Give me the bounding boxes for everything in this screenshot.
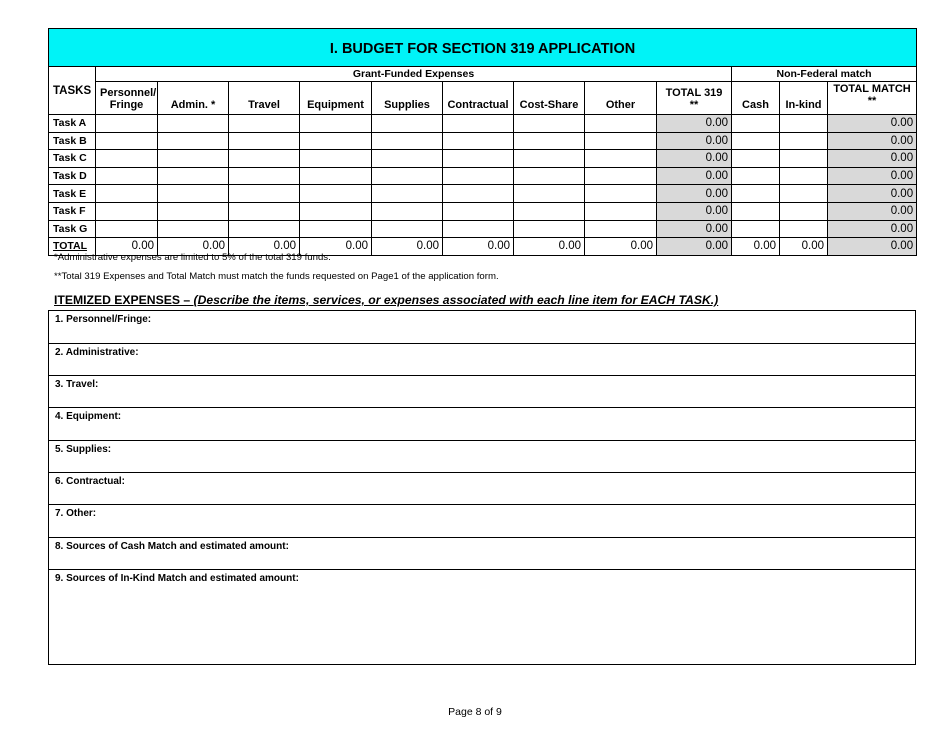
contractual-cell[interactable]: [443, 202, 514, 220]
total-match-cell: 0.00: [828, 185, 917, 203]
col-header-supplies: Supplies: [372, 82, 443, 115]
contractual-cell[interactable]: [443, 220, 514, 238]
itemized-expenses-box: [48, 310, 916, 665]
in-kind-cell[interactable]: [780, 150, 828, 168]
total-match-cell: 0.00: [828, 150, 917, 168]
total-match-cell: 0.00: [828, 132, 917, 150]
total-319-cell: 0.00: [657, 132, 732, 150]
total-total-match: 0.00: [828, 238, 917, 256]
total-supplies: 0.00: [372, 238, 443, 256]
supplies-cell[interactable]: [372, 167, 443, 185]
admin-cell[interactable]: [158, 115, 229, 133]
equipment-cell[interactable]: [300, 167, 372, 185]
travel-cell[interactable]: [229, 115, 300, 133]
admin-cell[interactable]: [158, 132, 229, 150]
other-cell[interactable]: [585, 167, 657, 185]
cost-share-cell[interactable]: [514, 202, 585, 220]
total-travel: 0.00: [229, 238, 300, 256]
group-header-grant-funded: Grant-Funded Expenses: [96, 67, 732, 82]
form-title: I. BUDGET FOR SECTION 319 APPLICATION: [49, 29, 917, 67]
cost-share-cell[interactable]: [514, 220, 585, 238]
total-match-cell: 0.00: [828, 220, 917, 238]
task-row: [49, 185, 917, 203]
admin-cell[interactable]: [158, 167, 229, 185]
itemized-expenses-heading: [54, 293, 718, 307]
cash-cell[interactable]: [732, 185, 780, 203]
contractual-cell[interactable]: [443, 115, 514, 133]
itemized-label: 1. Personnel/Fringe:: [55, 314, 152, 325]
other-cell[interactable]: [585, 132, 657, 150]
cash-cell[interactable]: [732, 202, 780, 220]
itemized-label: 3. Travel:: [55, 379, 99, 390]
supplies-cell[interactable]: [372, 132, 443, 150]
itemized-field-contractual[interactable]: [49, 473, 915, 505]
total-match-cell: 0.00: [828, 115, 917, 133]
supplies-cell[interactable]: [372, 202, 443, 220]
task-label: Task E: [49, 185, 96, 203]
total-319-cell: 0.00: [657, 115, 732, 133]
task-row: [49, 132, 917, 150]
cost-share-cell[interactable]: [514, 167, 585, 185]
col-header-personnel: Personnel/ Fringe: [96, 82, 158, 115]
total-other: 0.00: [585, 238, 657, 256]
supplies-cell[interactable]: [372, 220, 443, 238]
col-header-contractual: Contractual: [443, 82, 514, 115]
supplies-cell[interactable]: [372, 150, 443, 168]
cost-share-cell[interactable]: [514, 150, 585, 168]
in-kind-cell[interactable]: [780, 167, 828, 185]
in-kind-cell[interactable]: [780, 202, 828, 220]
total-cost-share: 0.00: [514, 238, 585, 256]
task-row: [49, 202, 917, 220]
col-header-other: Other: [585, 82, 657, 115]
group-header-non-federal-match: Non-Federal match: [732, 67, 917, 82]
travel-cell[interactable]: [229, 132, 300, 150]
supplies-cell[interactable]: [372, 115, 443, 133]
cost-share-cell[interactable]: [514, 132, 585, 150]
total-total-319: 0.00: [657, 238, 732, 256]
total-equipment: 0.00: [300, 238, 372, 256]
cost-share-cell[interactable]: [514, 115, 585, 133]
col-header-total-319: TOTAL 319 **: [657, 82, 732, 115]
task-row: [49, 167, 917, 185]
equipment-cell[interactable]: [300, 132, 372, 150]
personnel-cell[interactable]: [96, 220, 158, 238]
travel-cell[interactable]: [229, 220, 300, 238]
col-header-equipment: Equipment: [300, 82, 372, 115]
itemized-heading-main: ITEMIZED EXPENSES –: [54, 293, 194, 307]
travel-cell[interactable]: [229, 185, 300, 203]
total-319-cell: 0.00: [657, 202, 732, 220]
cost-share-cell[interactable]: [514, 185, 585, 203]
task-label: Task A: [49, 115, 96, 133]
col-header-tasks: TASKS: [49, 67, 96, 115]
admin-cell[interactable]: [158, 202, 229, 220]
total-319-cell: 0.00: [657, 167, 732, 185]
itemized-field-personnel[interactable]: [49, 311, 915, 344]
itemized-field-cash-match[interactable]: [49, 538, 915, 570]
itemized-label: 7. Other:: [55, 508, 97, 519]
itemized-label: 4. Equipment:: [55, 411, 122, 422]
cash-cell[interactable]: [732, 167, 780, 185]
in-kind-cell[interactable]: [780, 185, 828, 203]
total-cash: 0.00: [732, 238, 780, 256]
contractual-cell[interactable]: [443, 132, 514, 150]
task-row: [49, 150, 917, 168]
itemized-field-other[interactable]: [49, 505, 915, 538]
travel-cell[interactable]: [229, 167, 300, 185]
other-cell[interactable]: [585, 202, 657, 220]
admin-cell[interactable]: [158, 220, 229, 238]
itemized-field-in-kind-match[interactable]: [49, 570, 915, 664]
itemized-label: 8. Sources of Cash Match and estimated amount:: [55, 541, 289, 552]
personnel-cell[interactable]: [96, 132, 158, 150]
cash-cell[interactable]: [732, 150, 780, 168]
col-header-cash: Cash: [732, 82, 780, 115]
other-cell[interactable]: [585, 115, 657, 133]
other-cell[interactable]: [585, 185, 657, 203]
total-match-note: **Total 319 Expenses and Total Match must match the funds requested on Page1 of the application form.: [54, 271, 499, 282]
other-cell[interactable]: [585, 150, 657, 168]
contractual-cell[interactable]: [443, 167, 514, 185]
total-in-kind: 0.00: [780, 238, 828, 256]
total-match-cell: 0.00: [828, 202, 917, 220]
col-header-cost-share: Cost-Share: [514, 82, 585, 115]
contractual-cell[interactable]: [443, 150, 514, 168]
admin-expenses-note: *Administrative expenses are limited to 5% of the total 319 funds.: [54, 252, 331, 263]
itemized-label: 6. Contractual:: [55, 476, 126, 487]
task-label: Task D: [49, 167, 96, 185]
total-admin: 0.00: [158, 238, 229, 256]
personnel-cell[interactable]: [96, 167, 158, 185]
task-label: Task G: [49, 220, 96, 238]
equipment-cell[interactable]: [300, 185, 372, 203]
equipment-cell[interactable]: [300, 220, 372, 238]
page-number: Page 8 of 9: [448, 706, 502, 718]
equipment-cell[interactable]: [300, 115, 372, 133]
contractual-cell[interactable]: [443, 185, 514, 203]
total-contractual: 0.00: [443, 238, 514, 256]
cash-cell[interactable]: [732, 115, 780, 133]
task-row: [49, 115, 917, 133]
col-header-total-match: TOTAL MATCH **: [828, 82, 917, 115]
total-match-cell: 0.00: [828, 167, 917, 185]
total-personnel: 0.00: [96, 238, 158, 256]
itemized-field-supplies[interactable]: [49, 441, 915, 473]
itemized-field-travel[interactable]: [49, 376, 915, 408]
equipment-cell[interactable]: [300, 202, 372, 220]
personnel-cell[interactable]: [96, 150, 158, 168]
equipment-cell[interactable]: [300, 150, 372, 168]
col-header-admin: Admin. *: [158, 82, 229, 115]
supplies-cell[interactable]: [372, 185, 443, 203]
cash-cell[interactable]: [732, 132, 780, 150]
travel-cell[interactable]: [229, 150, 300, 168]
total-label: TOTAL: [49, 238, 96, 256]
itemized-label: 9. Sources of In-Kind Match and estimated amount:: [55, 573, 299, 584]
total-319-cell: 0.00: [657, 185, 732, 203]
personnel-cell[interactable]: [96, 202, 158, 220]
in-kind-cell[interactable]: [780, 220, 828, 238]
itemized-field-equipment[interactable]: [49, 408, 915, 441]
personnel-cell[interactable]: [96, 115, 158, 133]
itemized-field-administrative[interactable]: [49, 344, 915, 376]
col-header-travel: Travel: [229, 82, 300, 115]
task-label: Task C: [49, 150, 96, 168]
total-319-cell: 0.00: [657, 150, 732, 168]
travel-cell[interactable]: [229, 202, 300, 220]
col-header-in-kind: In-kind: [780, 82, 828, 115]
total-319-cell: 0.00: [657, 220, 732, 238]
task-row: [49, 220, 917, 238]
cash-cell[interactable]: [732, 220, 780, 238]
itemized-label: 2. Administrative:: [55, 347, 139, 358]
task-label: Task F: [49, 202, 96, 220]
admin-cell[interactable]: [158, 150, 229, 168]
budget-table: [48, 28, 917, 256]
itemized-label: 5. Supplies:: [55, 444, 112, 455]
other-cell[interactable]: [585, 220, 657, 238]
in-kind-cell[interactable]: [780, 115, 828, 133]
task-label: Task B: [49, 132, 96, 150]
itemized-heading-instructions: (Describe the items, services, or expenses associated with each line item for EACH TASK.): [193, 293, 719, 307]
personnel-cell[interactable]: [96, 185, 158, 203]
admin-cell[interactable]: [158, 185, 229, 203]
in-kind-cell[interactable]: [780, 132, 828, 150]
